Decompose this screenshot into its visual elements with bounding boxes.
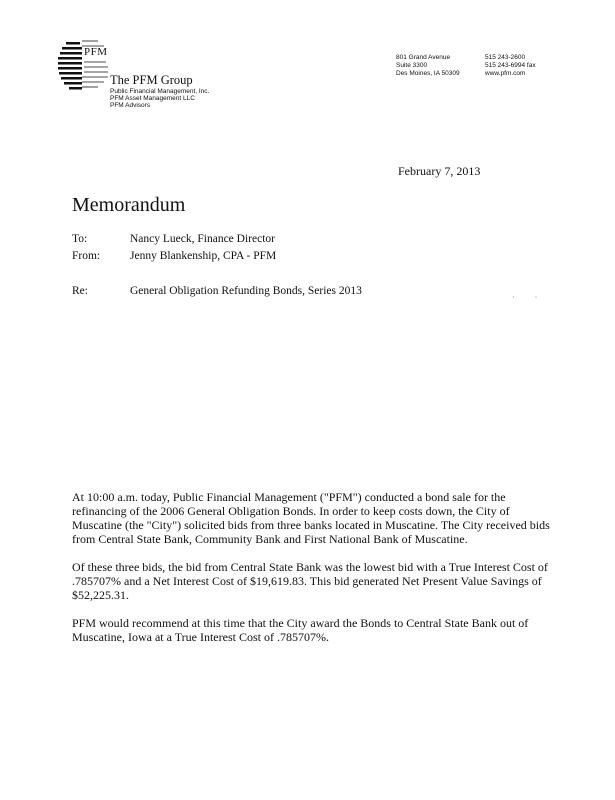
- re-value: General Obligation Refunding Bonds, Series 2013: [130, 285, 362, 297]
- from-line: [72, 250, 276, 262]
- from-label: From:: [72, 250, 101, 262]
- fax: 515 243-6994 fax: [485, 62, 536, 69]
- to-label: To:: [72, 233, 88, 245]
- address-line: Des Moines, IA 50309: [396, 70, 460, 77]
- body-line: PFM would recommend at this time that the City award the Bonds to Central State Bank out of: [72, 616, 529, 630]
- re-line: [72, 285, 362, 297]
- body-line: Of these three bids, the bid from Central State Bank was the lowest bid with a True Interest Cost of: [72, 560, 548, 574]
- to-value: Nancy Lueck, Finance Director: [130, 233, 275, 245]
- memo-date: February 7, 2013: [398, 164, 481, 178]
- body-line: .785707% and a Net Interest Cost of $19,619.83. This bid generated Net Present Value Savings of: [72, 574, 542, 588]
- address-line: 801 Grand Avenue: [396, 54, 451, 61]
- affiliate: PFM Asset Management LLC: [110, 95, 195, 102]
- body-line: Muscatine, Iowa at a True Interest Cost of .785707%.: [72, 630, 329, 644]
- body-paragraph: [72, 560, 552, 602]
- website-link[interactable]: www.pfm.com: [485, 70, 526, 77]
- to-line: [72, 233, 275, 245]
- re-label: Re:: [72, 285, 88, 297]
- body-line: from Central State Bank, Community Bank and First National Bank of Muscatine.: [72, 532, 468, 546]
- contact-block: [485, 54, 536, 78]
- body-line: refinancing of the 2006 General Obligation Bonds. In order to keep costs down, the City of: [72, 504, 510, 518]
- address-block: [396, 54, 460, 78]
- scan-mark: · ·: [512, 293, 538, 302]
- group-name: The PFM Group: [110, 73, 193, 87]
- body-paragraph: [72, 616, 552, 644]
- from-value: Jenny Blankenship, CPA - PFM: [130, 250, 277, 262]
- body-line: Muscatine (the "City") solicited bids from three banks located in Muscatine. The City received bids: [72, 518, 550, 532]
- address-line: Suite 3300: [396, 62, 428, 69]
- logo-text: PFM: [84, 46, 108, 58]
- body-paragraph: [72, 490, 552, 546]
- body-line: $52,225.31.: [72, 588, 129, 602]
- affiliate: PFM Advisors: [110, 102, 151, 109]
- phone: 515 243-2600: [485, 54, 526, 61]
- affiliate: Public Financial Management, Inc.: [110, 88, 210, 95]
- body-line: At 10:00 a.m. today, Public Financial Management ("PFM") conducted a bond sale for the: [72, 490, 506, 504]
- memo-title: Memorandum: [72, 194, 186, 216]
